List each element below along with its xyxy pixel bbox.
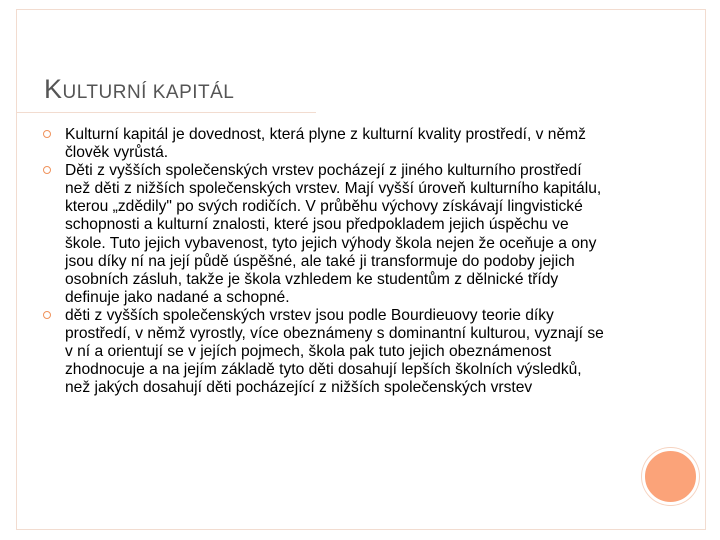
bullet-circle-icon <box>43 130 51 138</box>
bullet-text: Kulturní kapitál je dovednost, která plyne z kulturní kvality prostředí, v němž člověk vyrůstá. <box>65 126 586 162</box>
bullet-item <box>40 126 610 162</box>
bullet-circle-icon <box>43 311 51 319</box>
bullet-item <box>40 307 610 397</box>
slide-title <box>44 74 234 105</box>
bullet-circle-icon <box>43 166 51 174</box>
decorative-circle <box>642 448 699 505</box>
title-rest: ULTURNÍ KAPITÁL <box>62 82 235 103</box>
bullet-item <box>40 162 610 307</box>
bullet-list <box>40 126 610 397</box>
title-first-letter: K <box>44 74 63 104</box>
title-divider <box>16 112 316 113</box>
bullet-text: Děti z vyšších společenských vrstev pocházejí z jiného kulturního prostředí než děti z nižších společenských vrstev. Mají vyšší úroveň kulturního kapitálu, kterou „zdědily" po svých rodičích. V průběhu výchovy získávají lingvistické schopnosti a kulturní znalosti, které jsou předpokladem jejich úspěchu ve škole. Tuto jejich vybavenost, tyto jejich výhody škola nejen že oceňuje a ony jsou díky ní na její půdě úspěšné, ale také ji transformuje do podoby jejich osobních zásluh, takže je škola vzhledem ke studentům z dělnické třídy definuje jako nadané a schopné. <box>65 162 602 306</box>
bullet-text: děti z vyšších společenských vrstev jsou podle Bourdieuovy teorie díky prostředí, v němž vyrostly, více obeznámeny s dominantní kulturou, vyznají se v ní a orientují se v jejích pojmech, škola pak tuto jejich obeznámenost zhodnocuje a na jejím základě tyto děti dosahují lepších školních výsledků, než jakých dosahují děti pocházející z nižších společenských vrstev <box>65 306 604 397</box>
